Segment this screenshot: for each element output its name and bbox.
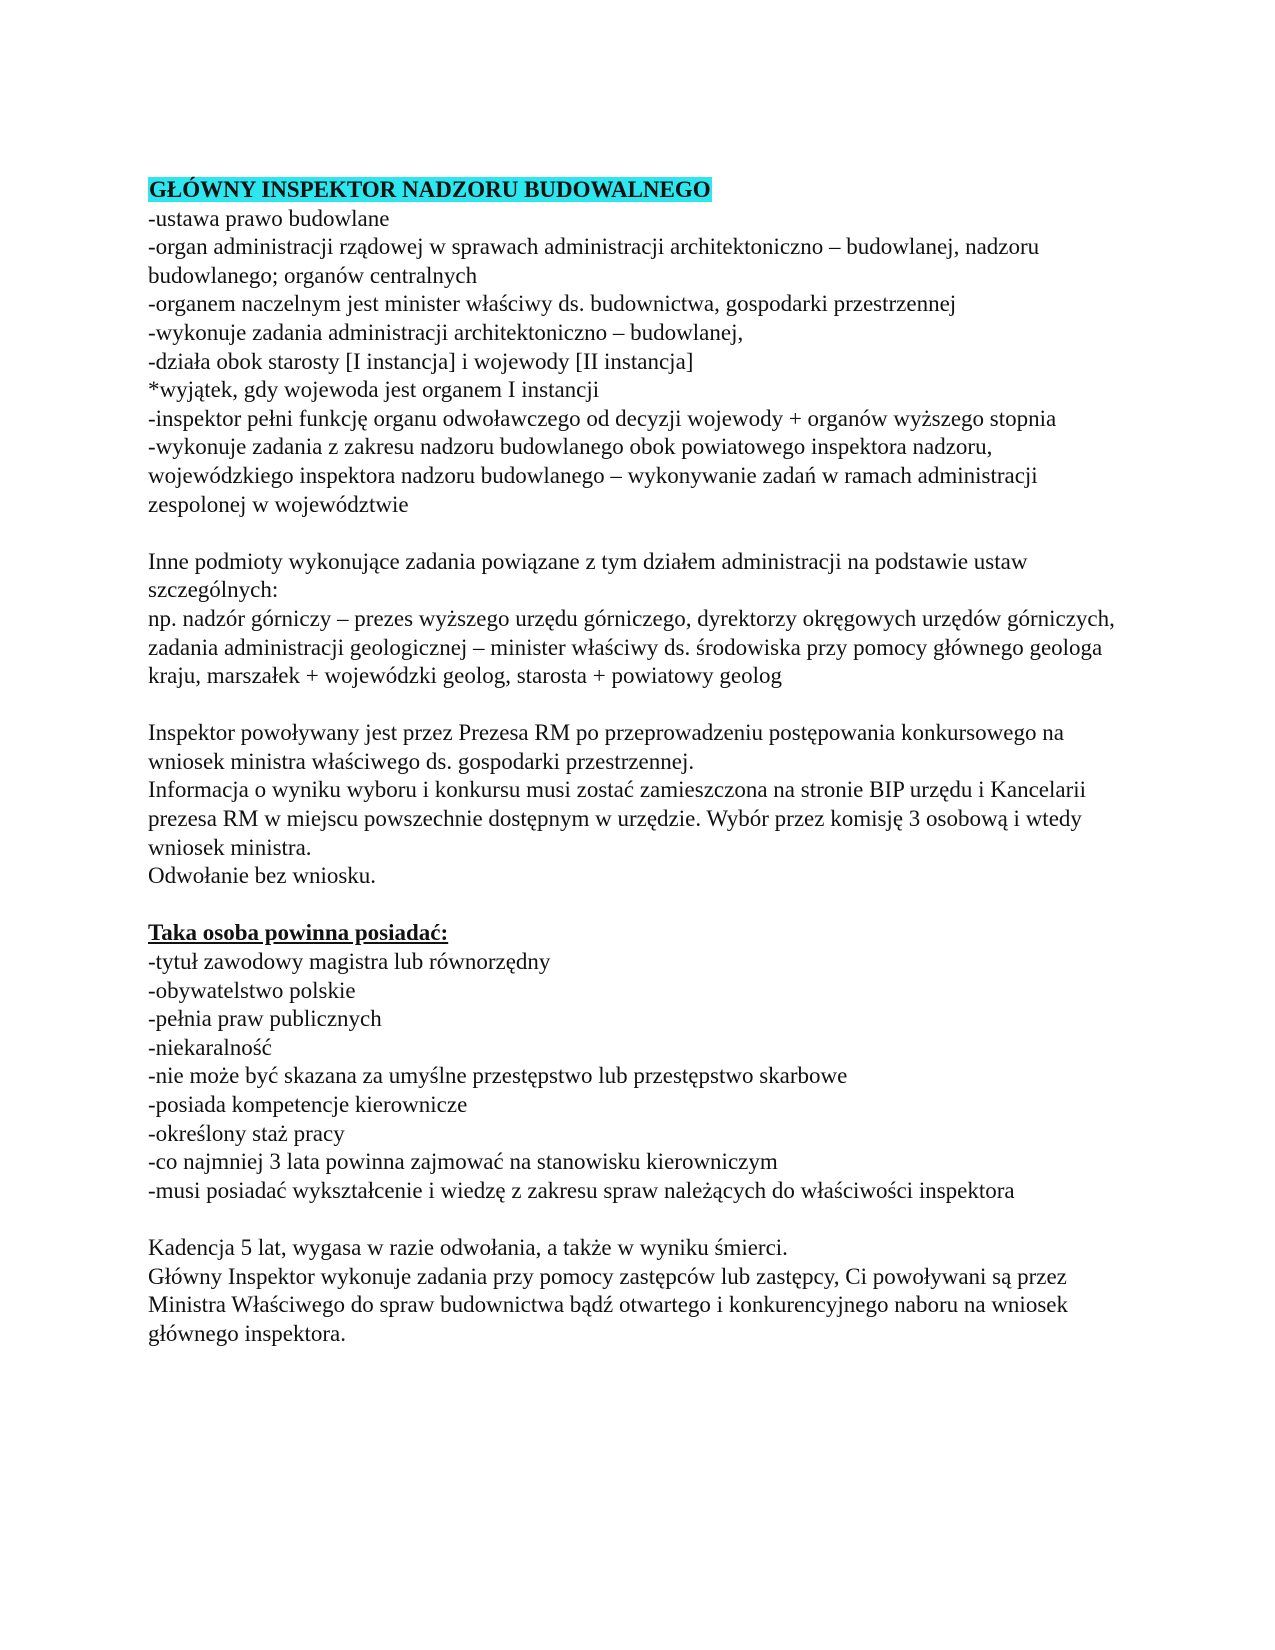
spacer <box>148 891 1133 920</box>
spacer <box>148 1205 1133 1234</box>
paragraph: np. nadzór górniczy – prezes wyższego urzędu górniczego, dyrektorzy okręgowych urzędów górniczych, <box>148 605 1115 631</box>
paragraph: Inne podmioty wykonujące zadania powiązane z tym działem administracji na podstawie ustaw szczególnych: <box>148 548 1028 603</box>
spacer <box>148 519 1133 548</box>
list-item: -nie może być skazana za umyślne przestępstwo lub przestępstwo skarbowe <box>148 1063 848 1089</box>
requirements-heading: Taka osoba powinna posiadać: <box>148 920 449 946</box>
document-page <box>148 176 1133 1348</box>
paragraph: -organem naczelnym jest minister właściwy ds. budownictwa, gospodarki przestrzennej <box>148 291 957 317</box>
list-item: -tytuł zawodowy magistra lub równorzędny <box>148 949 551 975</box>
paragraph: zadania administracji geologicznej – minister właściwy ds. środowiska przy pomocy głównego geologa kraju, marszałek + wojewódzki geolog, starosta + powiatowy geolog <box>148 634 1103 689</box>
paragraph: Informacja o wyniku wyboru i konkursu musi zostać zamieszczona na stronie BIP urzędu i Kancelarii prezesa RM w miejscu powszechnie dostępnym w urzędzie. Wybór przez komisję 3 osobową i wtedy wniosek ministra. <box>148 777 1087 860</box>
section-appointment <box>148 719 1133 891</box>
paragraph: -organ administracji rządowej w sprawach administracji architektoniczno – budowlanej, nadzoru budowlanego; organów centralnych <box>148 234 1040 288</box>
list-item: -co najmniej 3 lata powinna zajmować na stanowisku kierowniczym <box>148 1149 778 1175</box>
paragraph: Główny Inspektor wykonuje zadania przy pomocy zastępców lub zastępcy, Ci powoływani są przez Ministra Właściwego do spraw budownictwa bądź otwartego i konkurencyjnego naboru na wniosek głównego inspektora. <box>148 1263 1068 1346</box>
paragraph: -inspektor pełni funkcję organu odwoławczego od decyzji wojewody + organów wyższego stopnia <box>148 405 1057 431</box>
spacer <box>148 691 1133 720</box>
list-item: -niekaralność <box>148 1034 272 1060</box>
list-item: -obywatelstwo polskie <box>148 977 356 1003</box>
paragraph: Odwołanie bez wniosku. <box>148 863 377 889</box>
paragraph: -ustawa prawo budowlane <box>148 205 390 231</box>
document-title: GŁÓWNY INSPEKTOR NADZORU BUDOWALNEGO <box>149 177 711 202</box>
list-item: -posiada kompetencje kierownicze <box>148 1092 468 1117</box>
paragraph: Kadencja 5 lat, wygasa w razie odwołania, a także w wyniku śmierci. <box>148 1234 788 1260</box>
document-title-block <box>148 176 1133 205</box>
paragraph: Inspektor powoływany jest przez Prezesa RM po przeprowadzeniu postępowania konkursowego na wniosek ministra właściwego ds. gospodarki przestrzennej. <box>148 720 1064 774</box>
section-general <box>148 205 1133 520</box>
paragraph: -działa obok starosty [I instancja] i wojewody [II instancja] <box>148 348 694 374</box>
paragraph: -wykonuje zadania z zakresu nadzoru budowlanego obok powiatowego inspektora nadzoru, wojewódzkiego inspektora nadzoru budowlanego – wykonywanie zadań w ramach administracji zespolonej w województwie <box>148 434 1038 517</box>
section-term <box>148 1234 1133 1348</box>
list-item: -pełnia praw publicznych <box>148 1006 382 1032</box>
list-item: -określony staż pracy <box>148 1120 345 1146</box>
list-item: -musi posiadać wykształcenie i wiedzę z zakresu spraw należących do właściwości inspektora <box>148 1177 1015 1203</box>
section-requirements <box>148 919 1133 1205</box>
paragraph: *wyjątek, gdy wojewoda jest organem I instancji <box>148 377 600 403</box>
section-other-entities <box>148 548 1133 691</box>
paragraph: -wykonuje zadania administracji architektoniczno – budowlanej, <box>148 319 744 345</box>
